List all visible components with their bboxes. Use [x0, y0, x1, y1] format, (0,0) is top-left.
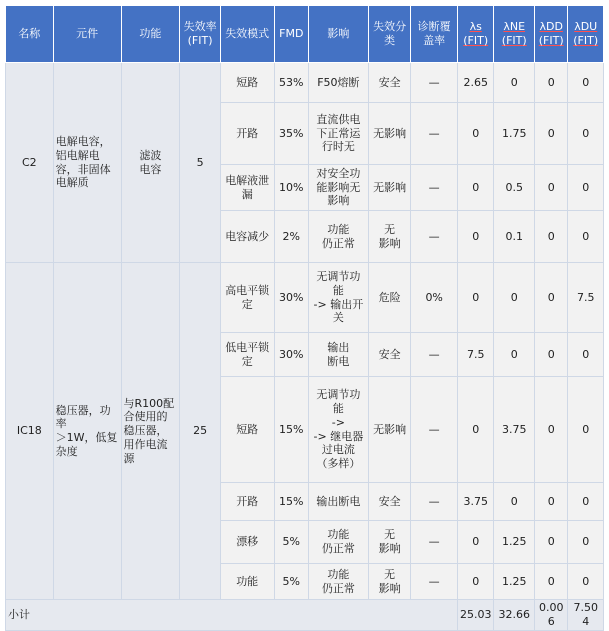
lambda-ne: 1.75 — [494, 103, 535, 165]
table-body — [6, 63, 604, 600]
header-failure-mode: 失效模式 — [220, 6, 274, 63]
component-function: 与R100配合使用的稳压器，用作电流源 — [121, 263, 180, 600]
diagnostic-coverage: — — [411, 564, 458, 600]
diagnostic-coverage: — — [411, 483, 458, 521]
fmd-value: 15% — [274, 483, 308, 521]
lambda-s: 0 — [457, 103, 493, 165]
lambda-ne: 1.25 — [494, 521, 535, 564]
failure-mode: 开路 — [220, 103, 274, 165]
lambda-dd: 0 — [534, 377, 567, 483]
table-footer — [6, 600, 604, 631]
effect: 功能 仍正常 — [309, 521, 369, 564]
lambda-du: 0 — [568, 483, 604, 521]
lambda-dd: 0 — [534, 521, 567, 564]
diagnostic-coverage: 0% — [411, 263, 458, 333]
header-lambda-dd: λDD (FIT) — [534, 6, 567, 63]
header-failure-class: 失效分类 — [368, 6, 411, 63]
failure-class: 安全 — [368, 333, 411, 377]
effect: 直流供电下正常运行时无 — [309, 103, 369, 165]
failure-class: 无 影响 — [368, 211, 411, 263]
header-failure-rate: 失效率 (FIT) — [180, 6, 221, 63]
effect: 输出 断电 — [309, 333, 369, 377]
header-lambda-ne: λNE (FIT) — [494, 6, 535, 63]
lambda-du: 0 — [568, 333, 604, 377]
table-row — [6, 63, 604, 103]
diagnostic-coverage: — — [411, 521, 458, 564]
component-type: 电解电容，铝电解电容，非固体电解质 — [53, 63, 121, 263]
header-diagnostic-coverage: 诊断覆盖率 — [411, 6, 458, 63]
lambda-dd: 0 — [534, 333, 567, 377]
diagnostic-coverage: — — [411, 333, 458, 377]
header-lambda-du: λDU (FIT) — [568, 6, 604, 63]
lambda-ne: 0 — [494, 63, 535, 103]
fmd-value: 15% — [274, 377, 308, 483]
fmd-value: 30% — [274, 263, 308, 333]
component-failure-rate: 25 — [180, 263, 221, 600]
fmd-value: 53% — [274, 63, 308, 103]
failure-class: 安全 — [368, 63, 411, 103]
failure-mode: 电容减少 — [220, 211, 274, 263]
lambda-s: 0 — [457, 521, 493, 564]
component-name: IC18 — [6, 263, 54, 600]
lambda-du: 0 — [568, 521, 604, 564]
lambda-du: 0 — [568, 165, 604, 211]
header-lambda-s: λs (FIT) — [457, 6, 493, 63]
failure-mode: 短路 — [220, 377, 274, 483]
component-failure-rate: 5 — [180, 63, 221, 263]
diagnostic-coverage: — — [411, 165, 458, 211]
lambda-dd: 0 — [534, 211, 567, 263]
fmeda-table — [5, 5, 604, 631]
lambda-ne: 0 — [494, 263, 535, 333]
component-function: 滤波 电容 — [121, 63, 180, 263]
lambda-dd: 0 — [534, 103, 567, 165]
effect: 无调节功能 -> -> 继电器过电流（多样） — [309, 377, 369, 483]
fmd-value: 5% — [274, 564, 308, 600]
subtotal-lambda-dd: 0.006 — [534, 600, 567, 631]
lambda-ne: 1.25 — [494, 564, 535, 600]
effect: 对安全功能影响无影响 — [309, 165, 369, 211]
subtotal-lambda-ne: 32.66 — [494, 600, 535, 631]
lambda-s: 0 — [457, 564, 493, 600]
failure-mode: 开路 — [220, 483, 274, 521]
lambda-s: 3.75 — [457, 483, 493, 521]
lambda-s: 7.5 — [457, 333, 493, 377]
lambda-s: 2.65 — [457, 63, 493, 103]
lambda-s: 0 — [457, 211, 493, 263]
header-row — [6, 6, 604, 63]
failure-class: 安全 — [368, 483, 411, 521]
failure-class: 危险 — [368, 263, 411, 333]
failure-mode: 电解液泄漏 — [220, 165, 274, 211]
header-function: 功能 — [121, 6, 180, 63]
fmd-value: 30% — [274, 333, 308, 377]
table-row — [6, 263, 604, 333]
effect: 功能 仍正常 — [309, 564, 369, 600]
failure-mode: 短路 — [220, 63, 274, 103]
fmd-value: 5% — [274, 521, 308, 564]
lambda-ne: 3.75 — [494, 377, 535, 483]
lambda-dd: 0 — [534, 63, 567, 103]
lambda-du: 7.5 — [568, 263, 604, 333]
lambda-ne: 0.5 — [494, 165, 535, 211]
lambda-du: 0 — [568, 63, 604, 103]
failure-mode: 功能 — [220, 564, 274, 600]
subtotal-row — [6, 600, 604, 631]
lambda-du: 0 — [568, 377, 604, 483]
failure-class: 无影响 — [368, 377, 411, 483]
lambda-ne: 0 — [494, 333, 535, 377]
failure-mode: 高电平锁定 — [220, 263, 274, 333]
failure-mode: 漂移 — [220, 521, 274, 564]
effect: 无调节功能 -> 输出开关 — [309, 263, 369, 333]
component-type: 稳压器，功率 ＞1W，低复杂度 — [53, 263, 121, 600]
header-component: 元件 — [53, 6, 121, 63]
effect: F50熔断 — [309, 63, 369, 103]
effect: 输出断电 — [309, 483, 369, 521]
subtotal-lambda-du: 7.504 — [568, 600, 604, 631]
failure-mode: 低电平锁定 — [220, 333, 274, 377]
diagnostic-coverage: — — [411, 211, 458, 263]
lambda-s: 0 — [457, 165, 493, 211]
subtotal-label: 小计 — [6, 600, 458, 631]
failure-class: 无 影响 — [368, 521, 411, 564]
header-fmd: FMD — [274, 6, 308, 63]
header-effect: 影响 — [309, 6, 369, 63]
lambda-dd: 0 — [534, 483, 567, 521]
lambda-ne: 0.1 — [494, 211, 535, 263]
lambda-ne: 0 — [494, 483, 535, 521]
lambda-dd: 0 — [534, 263, 567, 333]
fmd-value: 35% — [274, 103, 308, 165]
lambda-du: 0 — [568, 211, 604, 263]
fmd-value: 10% — [274, 165, 308, 211]
lambda-du: 0 — [568, 564, 604, 600]
failure-class: 无影响 — [368, 103, 411, 165]
component-name: C2 — [6, 63, 54, 263]
diagnostic-coverage: — — [411, 63, 458, 103]
failure-class: 无影响 — [368, 165, 411, 211]
lambda-s: 0 — [457, 263, 493, 333]
diagnostic-coverage: — — [411, 377, 458, 483]
failure-class: 无 影响 — [368, 564, 411, 600]
lambda-dd: 0 — [534, 564, 567, 600]
effect: 功能 仍正常 — [309, 211, 369, 263]
table-header — [6, 6, 604, 63]
subtotal-lambda-s: 25.03 — [457, 600, 493, 631]
lambda-dd: 0 — [534, 165, 567, 211]
fmd-value: 2% — [274, 211, 308, 263]
lambda-s: 0 — [457, 377, 493, 483]
diagnostic-coverage: — — [411, 103, 458, 165]
header-name: 名称 — [6, 6, 54, 63]
lambda-du: 0 — [568, 103, 604, 165]
